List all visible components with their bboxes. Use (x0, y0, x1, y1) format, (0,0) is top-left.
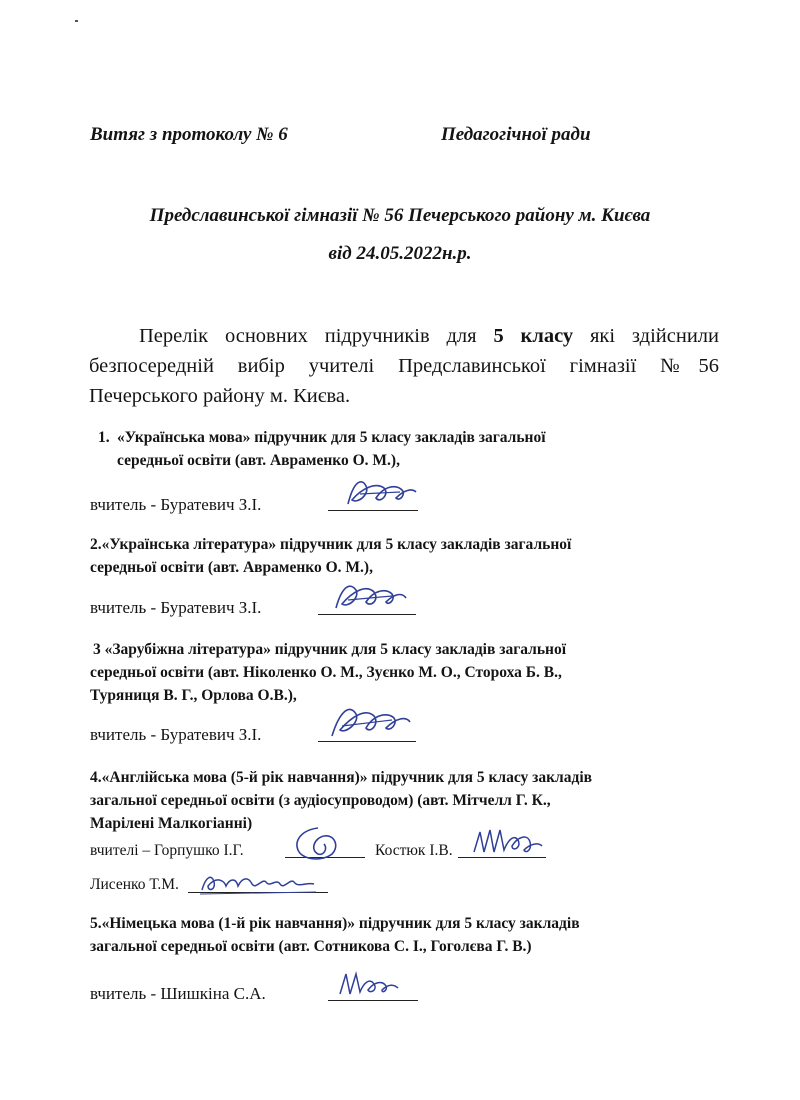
item-text-line: загальної середньої освіти (авт. Сотникова С. І., Гоголєва Г. В.) (90, 938, 532, 955)
item-text-line: середньої освіти (авт. Авраменко О. М.), (117, 452, 400, 469)
signature-image (330, 578, 410, 618)
teacher-line: Костюк І.В. (375, 842, 453, 859)
intro-rest: які здійснили безпосередній вибір учителі Предславинської гімназії №56 Печерського району м. Києва. (89, 325, 719, 407)
item-number: 2. (90, 536, 102, 553)
intro-lead: Перелік основних підручників для (139, 325, 494, 347)
teacher-line: вчитель - Буратевич З.І. (90, 495, 262, 514)
council-title: Педагогічної ради (441, 124, 591, 145)
item-text-line: середньої освіти (авт. Ніколенко О. М., Зуєнко М. О., Стороха Б. В., (90, 664, 562, 681)
item-text-line: «Українська мова» підручник для 5 класу закладів загальної (117, 429, 546, 446)
item-number: 1. (98, 429, 110, 446)
teacher-line: вчитель - Буратевич З.І. (90, 725, 262, 744)
signature-image (196, 866, 320, 898)
teacher-line: Лисенко Т.М. (90, 876, 179, 893)
signature-image (326, 700, 414, 746)
signature-image (340, 474, 420, 514)
school-name: Предславинської гімназії № 56 Печерського району м. Києва (149, 205, 651, 226)
scan-speck (75, 20, 78, 22)
item-text-line (90, 913, 580, 935)
item-text-line: середньої освіти (авт. Авраменко О. М.), (90, 559, 373, 576)
signature-image (288, 822, 348, 866)
item-text: «Українська література» підручник для 5 класу закладів загальної (101, 536, 572, 553)
extract-title: Витяг з протоколу № 6 (90, 124, 288, 145)
signature-image (470, 822, 544, 862)
item-text-line: Туряниця В. Г., Орлова О.В.), (90, 687, 297, 704)
intro-paragraph (89, 321, 719, 411)
signature-image (336, 966, 402, 1002)
teacher-line: вчитель - Буратевич З.І. (90, 598, 262, 617)
item-text: «Англійська мова (5-й рік навчання)» підручник для 5 класу закладів (101, 769, 593, 786)
item-number: 4. (90, 769, 102, 786)
item-number: 5. (90, 915, 102, 932)
item-text-line (93, 639, 566, 661)
item-text-line (90, 534, 571, 556)
intro-grade: 5 класу (493, 325, 574, 347)
teacher-line: вчитель - Шишкіна С.А. (90, 984, 266, 1003)
item-text: «Німецька мова (1-й рік навчання)» підручник для 5 класу закладів (101, 915, 580, 932)
item-text-line: загальної середньої освіти (з аудіосупроводом) (авт. Мітчелл Г. К., (90, 792, 551, 809)
item-text-line (90, 767, 592, 789)
item-text-line: Марілені Малкогіанні) (90, 815, 253, 832)
item-number: 3 (93, 641, 101, 658)
protocol-date: від 24.05.2022н.р. (328, 243, 472, 264)
teacher-line: вчителі – Горпушко І.Г. (90, 842, 244, 859)
item-text: «Зарубіжна література» підручник для 5 класу закладів загальної (104, 641, 567, 658)
